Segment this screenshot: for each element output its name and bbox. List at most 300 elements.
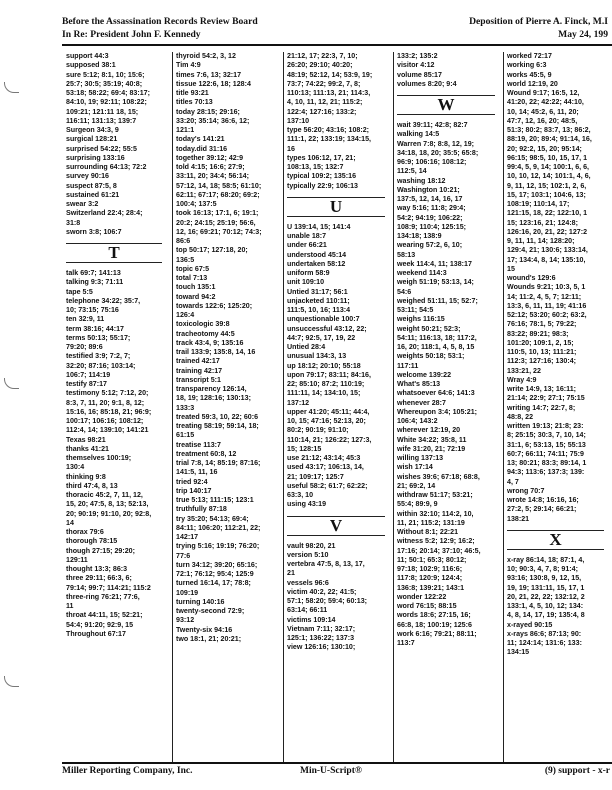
- index-line: 126:4: [176, 311, 195, 319]
- section-letter: U: [287, 197, 385, 217]
- index-line: worked 72:17: [507, 52, 552, 60]
- index-line: 4, 7: [507, 477, 519, 486]
- index-line: true 5:13; 111:15; 123:1: [176, 496, 254, 504]
- index-line: 136:5: [176, 255, 195, 264]
- index-line: 21:14; 22:9; 27:1; 75:15: [507, 394, 585, 403]
- column-divider: [283, 52, 284, 762]
- index-line: White 34:22; 35:8, 11: [397, 435, 467, 444]
- index-line: version 5:10: [287, 550, 329, 559]
- index-line: 27:2, 5; 29:14; 66:21;: [507, 505, 577, 514]
- index-line: 20, 21, 22, 22; 132:12, 2: [507, 592, 585, 601]
- index-line: 110:14, 21; 126:22; 127:3,: [287, 435, 372, 444]
- index-line: weights 50:18; 53:1;: [397, 352, 465, 361]
- index-line: 106:7; 114:19: [66, 370, 111, 379]
- index-line: 54:11; 116:13, 18; 117:2,: [397, 333, 477, 342]
- index-line: upper 41:20; 45:11; 44:4,: [287, 407, 370, 416]
- index-column-2: [176, 52, 282, 764]
- index-line: whatsoever 64:6; 141:3: [397, 389, 475, 398]
- index-line: 13; 80:21; 83:3; 89:14, 1: [507, 459, 587, 467]
- header-rule: [62, 44, 612, 46]
- index-line: track 43:4, 9; 135:16: [176, 338, 244, 347]
- index-line: testimony 5:12; 7:12, 20;: [66, 389, 149, 398]
- case-subject: In Re: President John F. Kennedy: [62, 29, 201, 40]
- index-line: 121:1: [176, 126, 195, 134]
- index-line: 21; 69:2, 14: [397, 481, 436, 490]
- index-line: 111:1, 22; 133:19; 134:15,: [287, 135, 372, 144]
- index-line: 84:10, 19; 92:11; 108:22;: [66, 98, 147, 107]
- index-line: volumes 8:20; 9:4: [397, 79, 457, 88]
- index-line: weighed 51:11, 15; 52:7;: [397, 296, 478, 305]
- index-line: thoracic 45:2, 7, 11, 12,: [66, 491, 143, 499]
- index-line: Washington 10:21;: [397, 185, 460, 194]
- index-line: words 18:6; 27:15, 16;: [397, 611, 471, 620]
- index-line: unsuccessful 43:12, 22;: [287, 324, 367, 333]
- index-line: victims 109:14: [287, 615, 336, 624]
- index-line: 84:11; 106:20; 112:21, 22;: [176, 523, 261, 532]
- index-line: type 56:20; 43:16; 108:2;: [287, 126, 370, 134]
- index-line: vault 98:20, 21: [287, 541, 336, 550]
- index-line: 19, 19; 131:11, 15, 17, 1: [507, 583, 585, 592]
- index-line: 141:5, 11, 16: [176, 468, 218, 477]
- index-line: 57:1; 58:20; 59:4; 60:13;: [287, 597, 368, 605]
- index-line: talk 69:7; 141:13: [66, 269, 121, 277]
- index-line: thought 13:3; 86:3: [66, 565, 128, 573]
- index-line: testify 87:17: [66, 380, 108, 388]
- index-line: 133:2; 135:2: [397, 52, 438, 60]
- index-line: 129:4, 21; 130:6; 133:14,: [507, 246, 588, 255]
- index-line: testified 3:9; 7:2, 7;: [66, 352, 131, 361]
- index-line: 17; 134:4, 8, 14; 135:10,: [507, 255, 586, 264]
- index-line: 109:19: [176, 588, 199, 597]
- index-line: 110:13; 111:13, 21; 114:3,: [287, 89, 371, 97]
- index-line: up 18:12; 20:10; 55:18: [287, 361, 361, 370]
- index-line: 100:17; 106:16; 108:12;: [66, 417, 144, 425]
- reporter-name: Miller Reporting Company, Inc.: [62, 766, 193, 776]
- column-divider: [393, 52, 394, 762]
- index-line: 79:20; 89:6: [66, 343, 103, 351]
- index-line: 137:12: [287, 398, 310, 407]
- index-line: upon 79:17; 83:11; 84:16,: [287, 370, 371, 379]
- index-line: 48:19; 52:12, 14; 53:9, 19;: [287, 70, 373, 79]
- section-letter: T: [66, 243, 162, 263]
- index-line: Surgeon 34:3, 9: [66, 126, 119, 134]
- index-line: weekend 114:3: [397, 269, 447, 277]
- index-line: 25:7; 30:5; 35:19; 40:8;: [66, 79, 143, 88]
- index-line: typical 109:2; 135:16: [287, 172, 357, 181]
- footer-rule: [62, 762, 612, 764]
- index-line: x-ray 86:14, 18; 87:1, 4,: [507, 555, 585, 564]
- index-line: use 21:12; 43:14; 45:3: [287, 454, 361, 462]
- script-mark: Min-U-Script®: [300, 766, 362, 776]
- index-line: training 42:17: [176, 366, 223, 375]
- index-line: Without 8:1; 22:21: [397, 528, 459, 536]
- index-line: Untied 28:4: [287, 343, 326, 351]
- index-line: under 66:21: [287, 241, 327, 250]
- index-line: 77:6: [176, 551, 191, 560]
- index-line: try 35:20; 54:13; 69:4;: [176, 514, 249, 523]
- index-line: 4, 10, 11, 12, 21; 115:2;: [287, 98, 363, 107]
- index-line: towards 122:6; 125:20;: [176, 301, 253, 310]
- index-line: 4, 8, 14, 17, 19; 135:4, 8: [507, 611, 585, 620]
- index-line: transparency 126:14,: [176, 385, 247, 393]
- index-line: total 7:13: [176, 274, 208, 282]
- index-line: 108:9; 110:4; 125:15;: [397, 222, 467, 231]
- index-line: today 28:15; 29:16;: [176, 107, 240, 116]
- index-line: walking 14:5: [397, 130, 440, 139]
- index-line: 22; 85:10; 87:2; 110:19;: [287, 380, 365, 388]
- index-line: 117:11: [397, 361, 419, 370]
- index-line: 93:12: [176, 616, 195, 625]
- index-line: Wound 9:17; 16:5, 12,: [507, 89, 580, 97]
- index-line: 55:4; 89:9, 9: [397, 500, 438, 509]
- index-line: wishes 39:6; 67:18; 68:8,: [397, 472, 480, 481]
- index-line: 60:7; 66:11; 74:11; 75:9: [507, 449, 584, 458]
- index-line: surgical 128:21: [66, 135, 118, 144]
- index-line: 79:14; 99:7; 114:21; 115:2: [66, 583, 151, 592]
- index-line: works 45:5, 9: [507, 70, 552, 79]
- index-column-3: [287, 52, 393, 764]
- index-line: talking 9:3; 71:11: [66, 278, 124, 287]
- index-line: title 93:21: [176, 89, 209, 97]
- index-line: uniform 58:9: [287, 269, 330, 277]
- index-line: topic 67:5: [176, 264, 210, 273]
- index-line: Whereupon 3:4; 105:21;: [397, 407, 478, 416]
- index-line: themselves 100:19;: [66, 454, 132, 462]
- index-line: trail 133:9; 135:8, 14, 16: [176, 348, 256, 356]
- index-line: treatise 113:7: [176, 440, 221, 449]
- index-line: weighs 116:15: [397, 315, 445, 324]
- index-line: 126:16, 20, 21, 22; 127:2: [507, 227, 588, 236]
- index-line: thorough 78:15: [66, 537, 118, 546]
- index-line: types 106:12, 17, 21;: [287, 153, 356, 162]
- index-line: 44:7; 92:5, 17, 19, 22: [287, 333, 356, 342]
- index-line: 15; 123:16, 21; 124:8;: [507, 218, 578, 227]
- index-line: 14; 11:2, 4, 5, 7; 12:11;: [507, 292, 582, 301]
- index-line: three-ring 76:21; 77:6,: [66, 592, 140, 601]
- index-line: 33:11, 20; 34:4; 56:14;: [176, 172, 249, 181]
- index-line: 34:18, 18, 20; 35:5; 65:8;: [397, 148, 479, 157]
- index-line: 83:22; 89:21; 98:3;: [507, 329, 569, 338]
- index-line: writing 14:7; 22:7, 8;: [507, 403, 576, 412]
- index-line: within 32:10; 114:2, 10,: [397, 509, 474, 518]
- index-line: 63:3, 10: [287, 491, 314, 499]
- index-line: 12, 16; 69:21; 70:12; 74:3;: [176, 227, 262, 236]
- index-line: 10, 15; 47:16; 52:13, 20;: [287, 417, 366, 425]
- index-line: 108:13, 15; 132:7: [287, 163, 344, 171]
- index-line: world 12:19, 20: [507, 79, 558, 88]
- index-line: Twenty-six 94:16: [176, 625, 233, 634]
- index-line: turning 140:16: [176, 597, 225, 606]
- index-line: sworn 3:8; 106:7: [66, 227, 122, 236]
- index-line: 112:3; 127:16; 130:4;: [507, 357, 577, 366]
- index-line: two 18:1, 21; 20:21;: [176, 634, 242, 643]
- index-line: wound's 129:6: [507, 274, 556, 282]
- index-line: 31:1, 6; 53:13, 15; 55:13: [507, 440, 586, 449]
- index-line: 53:11; 54:5: [397, 306, 434, 314]
- index-line: 138:21: [507, 514, 530, 523]
- index-line: 96:9; 106:16; 108:12;: [397, 158, 467, 166]
- index-line: 47:7, 12, 16, 20; 48:5,: [507, 116, 578, 125]
- index-line: wrote 14:8; 16:16, 16;: [507, 496, 579, 504]
- index-line: 21:12, 17; 22:3, 7, 10;: [287, 52, 358, 60]
- index-line: witness 5:2; 12:9; 16:2;: [397, 537, 475, 546]
- index-line: wonder 122:22: [397, 592, 447, 601]
- index-line: 21: [287, 569, 295, 578]
- index-line: ten 32:9, 11: [66, 315, 105, 324]
- page-range: (9) support - x-r: [544, 766, 610, 776]
- index-line: term 38:16; 44:17: [66, 324, 124, 333]
- index-line: trained 42:17: [176, 357, 220, 366]
- index-line: 15; 128:15: [287, 444, 322, 453]
- index-line: terms 50:13; 55:17;: [66, 333, 131, 342]
- index-line: 122:4; 127:16; 133:2;: [287, 107, 357, 116]
- index-line: working 6:3: [507, 61, 547, 70]
- index-line: weight 50:21; 52:3;: [397, 324, 461, 333]
- index-line: 26:20; 29:10; 40:20;: [287, 61, 353, 70]
- index-line: 10, 14; 45:2, 6, 11, 20;: [507, 107, 579, 116]
- index-line: turned 16:14, 17; 78:8;: [176, 579, 251, 588]
- index-line: vertebra 47:5, 8, 13, 17,: [287, 560, 365, 568]
- index-line: 100:4; 137:5: [176, 200, 217, 208]
- index-line: 53:18; 58:22; 69:4; 83:17;: [66, 89, 150, 97]
- index-line: times 7:6, 13; 32:17: [176, 70, 242, 79]
- index-line: x-rays 86:6; 87:13; 90:: [507, 629, 582, 638]
- index-line: vessels 96:6: [287, 578, 329, 587]
- index-line: Tim 4:9: [176, 61, 201, 70]
- index-line: wherever 12:19, 20: [397, 426, 461, 435]
- index-line: 16: [287, 144, 295, 153]
- index-line: unusual 134:3, 13: [287, 352, 347, 361]
- index-line: 11, 21; 115:2; 131:19: [397, 518, 465, 527]
- index-line: wife 31:20, 21; 72:19: [397, 444, 466, 453]
- index-line: 136:8; 139:21; 143:1: [397, 583, 465, 592]
- index-line: 96:15; 98:5, 10, 15, 17, 1: [507, 153, 588, 162]
- index-line: trial 7:8, 14; 85:19; 87:16;: [176, 459, 261, 467]
- index-line: Wounds 9:21; 10:3, 5, 1: [507, 283, 586, 292]
- index-line: surprised 54:22; 55:5: [66, 144, 137, 153]
- index-line: 111:5, 10, 16; 113:4: [287, 306, 351, 314]
- column-divider: [172, 52, 173, 762]
- index-line: What's 85:13: [397, 380, 441, 388]
- index-line: 134:18; 138:9: [397, 232, 442, 240]
- index-line: 117:8; 120:9; 124:4;: [397, 574, 463, 583]
- index-line: 134:15: [507, 648, 530, 657]
- index-line: 14: [66, 518, 74, 527]
- index-line: 86:6: [176, 237, 191, 245]
- index-line: thyroid 54:2, 3, 12: [176, 52, 236, 60]
- index-line: third 47:4, 8, 13: [66, 481, 118, 490]
- index-line: washing 18:12: [397, 176, 446, 185]
- index-line: work 6:16; 79:21; 88:11;: [397, 629, 477, 638]
- index-line: though 27:15; 29:20;: [66, 546, 135, 555]
- index-line: using 43:19: [287, 500, 327, 509]
- index-line: 32:20; 87:16; 103:14;: [66, 361, 136, 370]
- index-line: victim 40:2, 22; 41:5;: [287, 587, 357, 596]
- index-line: 94:3; 113:6; 137:3; 139:: [507, 468, 585, 477]
- deposition-title: Deposition of Pierre A. Finck, M.I: [469, 16, 608, 27]
- index-line: 133:21, 22: [507, 366, 541, 375]
- index-line: 106:4; 143:2: [397, 417, 438, 425]
- index-line: toward 94:2: [176, 292, 216, 301]
- index-line: thorax 79:6: [66, 528, 104, 536]
- index-line: throat 44:11, 15; 52:21;: [66, 611, 143, 620]
- index-line: Texas 98:21: [66, 435, 106, 444]
- index-line: swear 3:2: [66, 200, 99, 208]
- index-line: used 43:17; 106:13, 14,: [287, 463, 364, 472]
- index-line: 125:1; 136:22; 137:3: [287, 634, 355, 642]
- index-line: together 39:12; 42:9: [176, 153, 244, 162]
- index-line: treating 58:19; 59:14, 18;: [176, 422, 259, 430]
- index-line: Vietnam 7:11; 32:17;: [287, 624, 356, 633]
- index-line: 113:7: [397, 639, 415, 647]
- index-line: typically 22:9; 106:13: [287, 181, 358, 190]
- index-line: transcript 5:1: [176, 375, 221, 384]
- index-line: word 76:15; 88:15: [397, 602, 457, 610]
- index-line: 8; 25:15; 30:3, 7, 10, 14;: [507, 431, 586, 440]
- index-line: 21; 109:17; 125:7: [287, 472, 344, 481]
- index-line: took 16:13; 17:1, 6; 19:1;: [176, 209, 259, 218]
- index-line: today's 141:21: [176, 135, 225, 144]
- index-line: 133:3: [176, 403, 195, 412]
- index-line: 31:8: [66, 218, 81, 227]
- index-line: 17:16; 20:14; 37:10; 46:5,: [397, 546, 481, 555]
- index-line: 110:5, 10, 13; 111:21;: [507, 348, 577, 356]
- index-line: 111:11, 14; 134:10, 15;: [287, 389, 361, 398]
- index-line: Switzerland 22:4; 28:4;: [66, 209, 143, 218]
- index-column-4: [397, 52, 503, 764]
- index-line: 99:4, 5, 9, 14; 100:1, 6, 6,: [507, 163, 590, 171]
- index-column-1: [66, 52, 170, 764]
- index-line: wrong 70:7: [507, 486, 545, 495]
- index-line: 18, 19; 128:16; 130:13;: [176, 394, 251, 403]
- index-line: toxicologic 39:8: [176, 320, 230, 329]
- punch-hole-mark: [4, 82, 19, 93]
- index-line: 51:3; 80:2; 83:7, 13; 86:2,: [507, 126, 591, 134]
- index-line: 112:5, 14: [397, 167, 427, 176]
- index-line: trip 140:17: [176, 486, 212, 495]
- column-divider: [503, 52, 504, 762]
- index-line: 63:14; 66:11: [287, 606, 328, 615]
- index-line: 15, 17; 103:1; 104:6, 13;: [507, 190, 586, 199]
- index-line: written 19:13; 21:8; 23:: [507, 422, 584, 430]
- index-line: 116:11; 131:13; 139:7: [66, 116, 137, 125]
- index-line: undertaken 58:12: [287, 259, 346, 268]
- index-line: 112:4, 14; 139:10; 141:21: [66, 426, 149, 435]
- index-line: 76:16; 78:1, 5; 79:22;: [507, 320, 577, 329]
- index-line: useful 58:2; 61:7; 62:22;: [287, 481, 368, 490]
- index-line: 41:20, 22; 42:22; 44:10,: [507, 98, 584, 107]
- index-line: three 29:11; 66:3, 6;: [66, 574, 132, 583]
- case-title: Before the Assassination Records Review Board: [62, 16, 258, 27]
- index-line: 62:11; 67:17; 68:20; 69:2;: [176, 190, 260, 199]
- index-line: U 139:14, 15; 141:4: [287, 222, 351, 231]
- index-line: titles 70:13: [176, 98, 213, 107]
- section-letter: W: [397, 95, 495, 115]
- index-line: 13:3, 6, 11, 11, 19; 41:16: [507, 301, 587, 310]
- index-line: 20; 92:2, 15, 20; 95:14;: [507, 144, 582, 153]
- index-line: Wray 4:9: [507, 375, 537, 384]
- index-line: touch 135:1: [176, 283, 216, 292]
- index-line: tape 5:5: [66, 287, 93, 296]
- index-line: 54:6: [397, 287, 412, 296]
- punch-hole-mark: [4, 676, 19, 687]
- index-line: 15, 20; 47:5, 8, 13; 52:13,: [66, 500, 149, 509]
- index-line: weigh 51:19; 53:13, 14;: [397, 278, 474, 287]
- index-line: tissue 122:6, 18; 128:4: [176, 79, 251, 88]
- index-line: 109:21; 121:11 18, 15;: [66, 107, 139, 116]
- index-line: telephone 34:22; 35:7,: [66, 296, 141, 305]
- index-line: 10, 10, 12, 14; 101:1, 4, 6,: [507, 172, 591, 181]
- index-line: suspect 87:5, 8: [66, 181, 117, 190]
- index-line: 52:12; 53:20; 60:2; 63:2,: [507, 311, 587, 319]
- section-letter: X: [507, 530, 604, 550]
- index-line: 108:19; 110:14, 17;: [507, 200, 570, 208]
- index-line: wish 17:14: [397, 463, 433, 472]
- index-line: 80:2; 90:19; 91:10;: [287, 426, 349, 435]
- index-line: 54:2; 94:19; 106:22;: [397, 213, 463, 222]
- index-line: 142:17: [176, 533, 199, 541]
- index-line: whenever 28:7: [397, 398, 446, 407]
- index-line: 137:10: [287, 116, 310, 125]
- index-line: unjacketed 110:11;: [287, 296, 350, 305]
- index-line: 15: [507, 264, 515, 273]
- index-line: wearing 57:2, 6, 10;: [397, 241, 463, 250]
- index-line: thanks 41:21: [66, 444, 109, 453]
- index-line: surrounding 64:13; 72:2: [66, 163, 147, 171]
- index-line: week 114:4, 11; 138:17: [397, 259, 472, 268]
- index-line: welcome 139:22: [397, 370, 452, 379]
- index-line: 16, 20; 118:1, 4, 5, 8, 15: [397, 343, 475, 351]
- index-line: 33:20; 35:14; 36:6, 12;: [176, 116, 250, 125]
- index-line: surprising 133:16: [66, 153, 125, 162]
- index-line: 58:13: [397, 250, 416, 259]
- index-line: today.did 31:16: [176, 144, 228, 153]
- index-column-5: [507, 52, 612, 764]
- index-line: wait 39:11; 42:8; 82:7: [397, 121, 468, 129]
- index-line: supposed 38:1: [66, 61, 116, 70]
- index-line: 129:11: [66, 555, 88, 564]
- index-line: Untied 31:17; 56:1: [287, 287, 348, 296]
- index-line: sustained 61:21: [66, 190, 120, 199]
- index-line: support 44:3: [66, 52, 109, 60]
- index-line: 9, 11, 12, 15; 102:1, 2, 6,: [507, 181, 587, 190]
- index-line: 10; 90:3, 4, 7, 8; 91:4;: [507, 565, 578, 573]
- index-line: 54:4; 91:20; 92:9, 15: [66, 620, 134, 629]
- index-line: volume 85:17: [397, 70, 442, 79]
- index-line: 93:16; 130:8, 9, 12, 15,: [507, 574, 582, 583]
- index-line: 66:8, 18; 100:19; 125:6: [397, 620, 472, 629]
- index-line: 72:1; 76:12; 95:4; 125:9: [176, 570, 254, 578]
- index-line: tried 92:4: [176, 477, 208, 486]
- index-line: understood 45:14: [287, 250, 347, 259]
- index-line: 11; 50:1; 65:3; 80:12;: [397, 555, 467, 564]
- index-line: unquestionable 100:7: [287, 315, 360, 324]
- index-line: 11; 124:14; 131:6; 133:: [507, 639, 582, 647]
- index-line: tracheotomy 44:5: [176, 329, 235, 338]
- index-line: 97:18; 102:9; 116:6;: [397, 565, 463, 573]
- index-line: 121:15, 18, 22; 122:10, 1: [507, 209, 588, 218]
- index-line: 20; 90:19; 91:10, 20; 92:8,: [66, 509, 152, 518]
- index-line: 57:12, 14, 18; 58:5; 61:10;: [176, 181, 262, 190]
- index-line: 8:3, 7, 11, 20; 9:1, 8, 12;: [66, 398, 145, 407]
- index-line: unable 18:7: [287, 232, 327, 240]
- index-line: willing 137:13: [397, 454, 444, 462]
- index-line: 130:4: [66, 463, 85, 472]
- index-line: 88:19, 20; 89:4; 91:14, 16,: [507, 135, 592, 144]
- index-line: view 126:16; 130:10;: [287, 643, 356, 652]
- index-line: visitor 4:12: [397, 61, 435, 70]
- index-line: 15:16, 16; 85:18, 21; 96:9;: [66, 407, 152, 416]
